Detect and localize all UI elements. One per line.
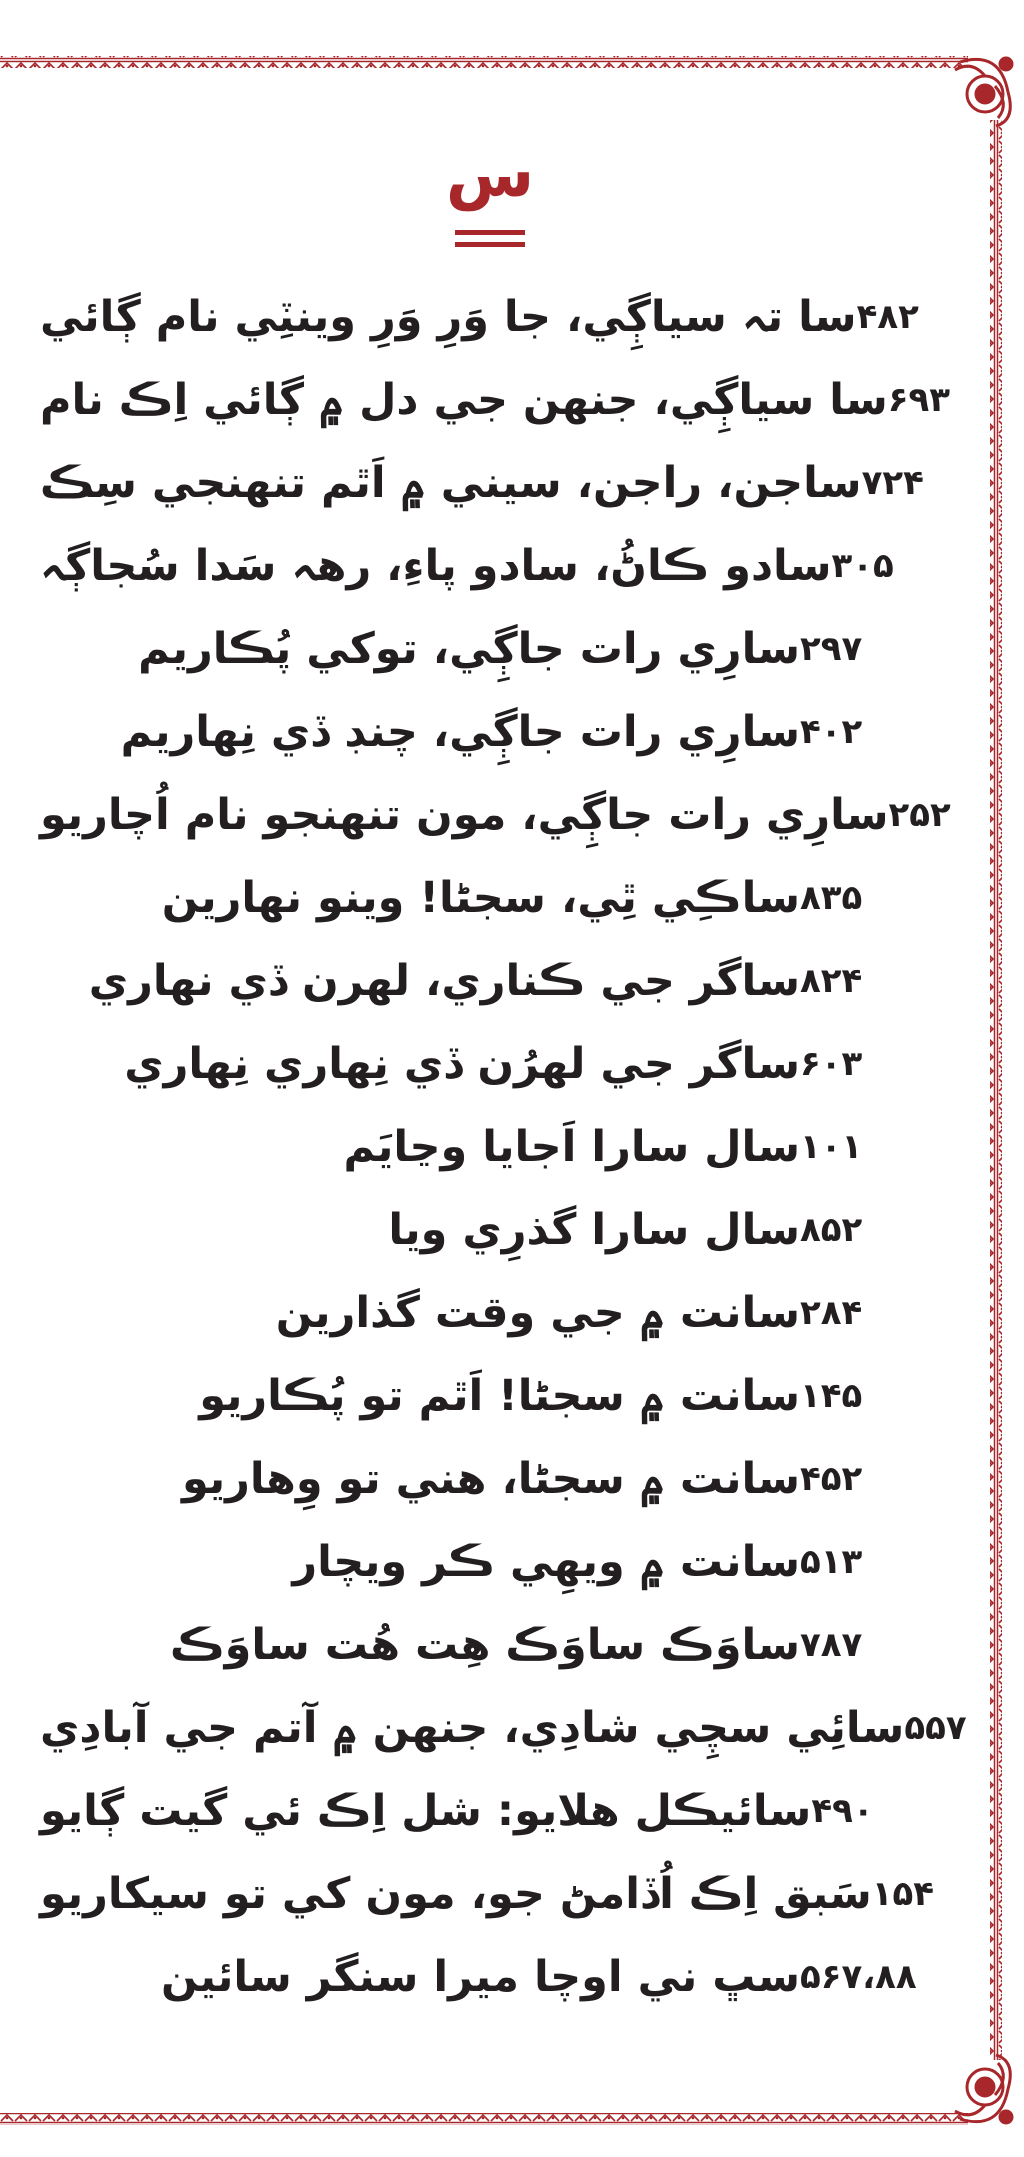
index-entry[interactable] — [40, 1029, 965, 1099]
entry-title: سال سارا گذرِي ويا — [388, 1205, 800, 1255]
index-entry[interactable] — [40, 614, 965, 684]
entry-page-number: ۲۵۲ — [888, 795, 951, 835]
entry-page-number: ۶۹۳ — [887, 380, 951, 420]
entry-page-number: ۸۳۵ — [800, 878, 863, 918]
heading-underline-2 — [455, 242, 525, 247]
entry-page-number: ۴۹۰ — [811, 1791, 874, 1831]
entry-page-number: ۲۸۴ — [800, 1293, 863, 1333]
index-entry[interactable] — [40, 448, 965, 518]
entry-title: سانت ۾ ويهِي ڪر ويچار — [292, 1537, 800, 1587]
index-entry[interactable] — [40, 780, 965, 850]
index-entry[interactable] — [40, 1942, 965, 2012]
entry-title: سارِي رات جاڳِي، مون تنهنجو نام اُچاريو — [40, 790, 889, 840]
index-entry[interactable] — [40, 863, 965, 933]
index-entry[interactable] — [40, 1527, 965, 1597]
entry-page-number: ۳۰۵ — [831, 546, 894, 586]
entry-page-number: ۶۰۳ — [800, 1044, 863, 1084]
entry-page-number: ۵۱۳ — [800, 1542, 863, 1582]
index-entry[interactable] — [40, 1693, 965, 1763]
entry-page-number: ۸۵۲ — [800, 1210, 863, 1250]
entry-page-number: ۱۵۴ — [871, 1874, 935, 1914]
entry-title: سانت ۾ سجڻا، هني تو وِهاريو — [182, 1454, 800, 1504]
entry-title: سڀ ني اوچا ميرا سنگر سائين — [161, 1952, 800, 2002]
entry-title: سانت ۾ جي وقت گذارين — [275, 1288, 800, 1338]
corner-ornament-bottom — [955, 2055, 1012, 2123]
index-entry[interactable] — [40, 531, 965, 601]
entry-title: سَبق اِڪ اُڏامڻ جو، مون کي تو سيکاريو — [40, 1869, 872, 1919]
entry-page-number: ۲۹۷ — [800, 629, 863, 669]
index-entry[interactable] — [40, 282, 965, 352]
index-entry[interactable] — [40, 365, 965, 435]
entry-page-number: ۵۶۷،۸۸ — [800, 1957, 917, 1997]
index-entry[interactable] — [40, 697, 965, 767]
entry-title: سائيڪل هلايو: شل اِڪ ئي گيت ڳايو — [40, 1786, 812, 1836]
entry-title: ساڪِي ٿِي، سجڻا! وينو نهارين — [161, 873, 800, 923]
entry-title: سائِي سچِي شادِي، جنهن ۾ آتم جي آبادِي — [40, 1703, 905, 1753]
entry-title: سا سياڳِي، جنهن جي دل ۾ ڳائي اِڪ نام — [40, 375, 888, 425]
index-entry[interactable] — [40, 1610, 965, 1680]
entry-title: سال سارا اَجايا وڃايَم — [343, 1122, 800, 1172]
index-entry[interactable] — [40, 1859, 965, 1929]
index-entry[interactable] — [40, 1776, 965, 1846]
entry-title: سا تہ سياڳِي، جا وَرِ وَرِ وينٽِي نام ڳائي — [40, 292, 857, 342]
entry-page-number: ۷۸۷ — [800, 1625, 863, 1665]
corner-ornament-top — [955, 58, 1012, 126]
entry-page-number: ۱۰۱ — [800, 1127, 863, 1167]
entry-page-number: ۸۲۴ — [800, 961, 863, 1001]
entry-title: ساوَڪ ساوَڪ هِت هُت ساوَڪ — [169, 1620, 800, 1670]
index-entry[interactable] — [40, 1112, 965, 1182]
entry-title: ساگر جي لهرُن ڏي نِهاري نِهاري — [124, 1039, 800, 1089]
index-entry[interactable] — [40, 946, 965, 1016]
entry-title: سارِي رات جاڳِي، توکي پُڪاريم — [138, 624, 800, 674]
entry-title: ساجن، راجن، سيني ۾ اَٿم تنهنجي سِڪ — [40, 458, 862, 508]
entry-title: ساگر جي ڪناري، لهرن ڏي نهاري — [88, 956, 800, 1006]
entry-page-number: ۷۲۴ — [861, 463, 924, 503]
entry-page-number: ۴۵۲ — [800, 1459, 863, 1499]
heading-underline-1 — [455, 230, 525, 235]
index-entry[interactable] — [40, 1361, 965, 1431]
index-entry[interactable] — [40, 1278, 965, 1348]
entry-title: سادو ڪاڻُ، سادو پاءِ، رهہ سَدا سُجاڳہ — [40, 541, 832, 591]
entry-page-number: ۴۰۲ — [800, 712, 863, 752]
entry-title: سارِي رات جاڳِي، چنڊ ڏي نِهاريم — [120, 707, 800, 757]
section-letter-heading: س — [445, 138, 535, 212]
index-entry[interactable] — [40, 1195, 965, 1265]
entry-page-number: ۴۸۲ — [856, 297, 919, 337]
index-entry[interactable] — [40, 1444, 965, 1514]
entry-title: سانت ۾ سجڻا! اَٿم تو پُڪاريو — [199, 1371, 800, 1421]
entry-page-number: ۱۴۵ — [800, 1376, 863, 1416]
entry-page-number: ۵۵۷ — [904, 1708, 967, 1748]
